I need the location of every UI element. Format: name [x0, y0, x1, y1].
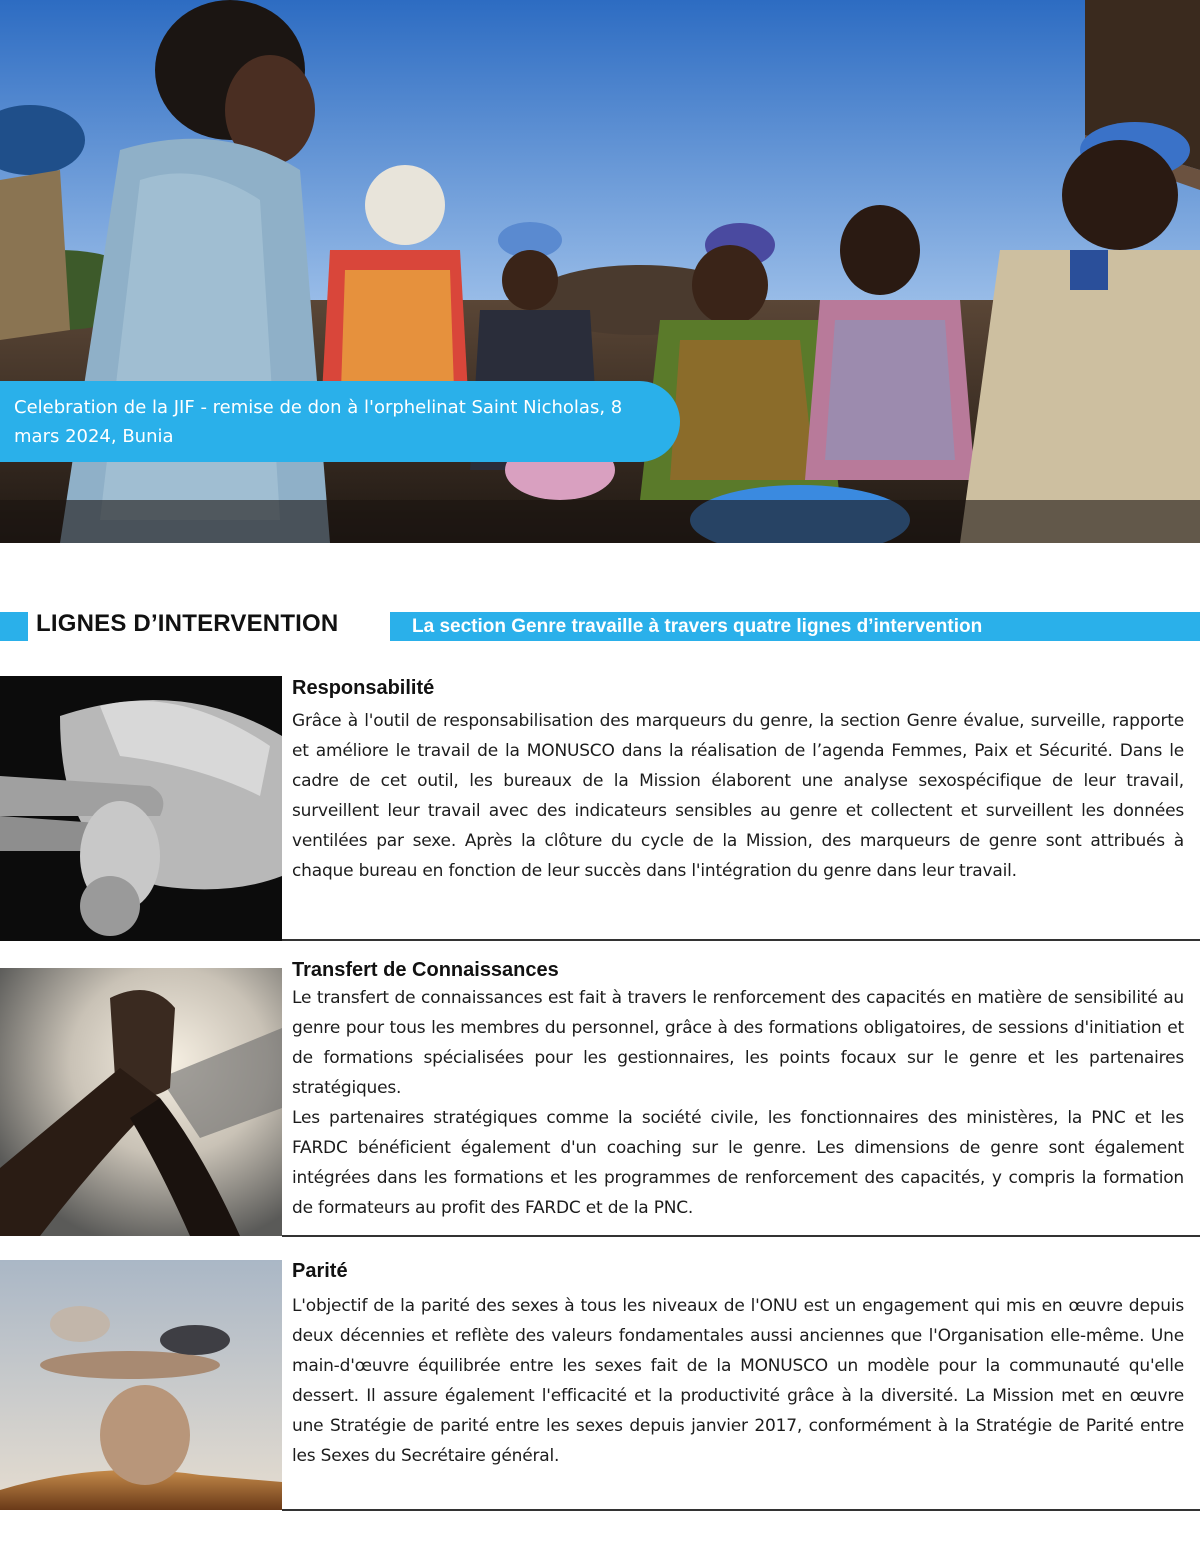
paragraph: Le transfert de connaissances est fait à travers le renforcement des capacités en matière de sensibilité au genre pour tous les membres du personnel, grâce à des formations obligatoires, de sessions d'initiation et de formations spécialisées pour les gestionnaires, les points focaux sur le genre et les partenaires stratégiques.: [292, 988, 1184, 1098]
divider: [282, 1235, 1200, 1237]
block-text-responsabilite: [292, 706, 1184, 886]
section-subtitle-band: [390, 612, 1200, 641]
photo-caption-text: Celebration de la JIF - remise de don à l'orphelinat Saint Nicholas, 8 mars 2024, Bunia: [14, 397, 623, 447]
hands-image: [0, 676, 282, 941]
block-text-parite: [292, 1291, 1184, 1471]
divider: [282, 1509, 1200, 1511]
paragraph: L'objectif de la parité des sexes à tous les niveaux de l'ONU est un engagement qui mis en œuvre depuis deux décennies et reflète des valeurs fondamentales aussi anciennes que l'Organisation elle-même. Une main-d'œuvre équilibrée entre les sexes fait de la MONUSCO un modèle pour la communauté qu'elle dessert. Il assure également l'efficacité et la productivité grâce à la diversité. La Mission met en œuvre une Stratégie de parité entre les sexes depuis janvier 2017, conformément à la Stratégie de Parité entre les Sexes du Secrétaire général.: [292, 1296, 1184, 1466]
clasped-hands-image: [0, 968, 282, 1236]
block-text-transfert: [292, 983, 1184, 1223]
section-title: LIGNES D’INTERVENTION: [36, 610, 339, 637]
section-subtitle: La section Genre travaille à travers quatre lignes d’intervention: [412, 616, 983, 637]
balanced-stones-image: [0, 1260, 282, 1510]
divider: [282, 939, 1200, 941]
block-title-parite: Parité: [292, 1260, 348, 1282]
paragraph: Grâce à l'outil de responsabilisation des marqueurs du genre, la section Genre évalue, surveille, rapporte et améliore le travail de la MONUSCO dans la réalisation de l’agenda Femmes, Paix et Sécurité. Dans le cadre de cet outil, les bureaux de la Mission élaborent une analyse sexospécifique de leur travail, surveillent leur travail avec des indicateurs sensibles au genre et collectent et surveillent les données ventilées par sexe. Après la clôture du cycle de la Mission, des marqueurs de genre sont attribués à chaque bureau en fonction de leur succès dans l'intégration du genre dans leur travail.: [292, 711, 1184, 881]
photo-caption: [0, 381, 680, 462]
block-title-responsabilite: Responsabilité: [292, 677, 435, 699]
paragraph: Les partenaires stratégiques comme la société civile, les fonctionnaires des ministères, la PNC et les FARDC bénéficient également d'un coaching sur le genre. Les dimensions de genre sont également intégrées dans les formations et les programmes de renforcement des capacités, y compris la formation de formateurs au profit des FARDC et de la PNC.: [292, 1108, 1184, 1218]
block-title-transfert: Transfert de Connaissances: [292, 959, 559, 981]
section-accent-tab: [0, 612, 28, 641]
hero-photo: [0, 0, 1200, 543]
